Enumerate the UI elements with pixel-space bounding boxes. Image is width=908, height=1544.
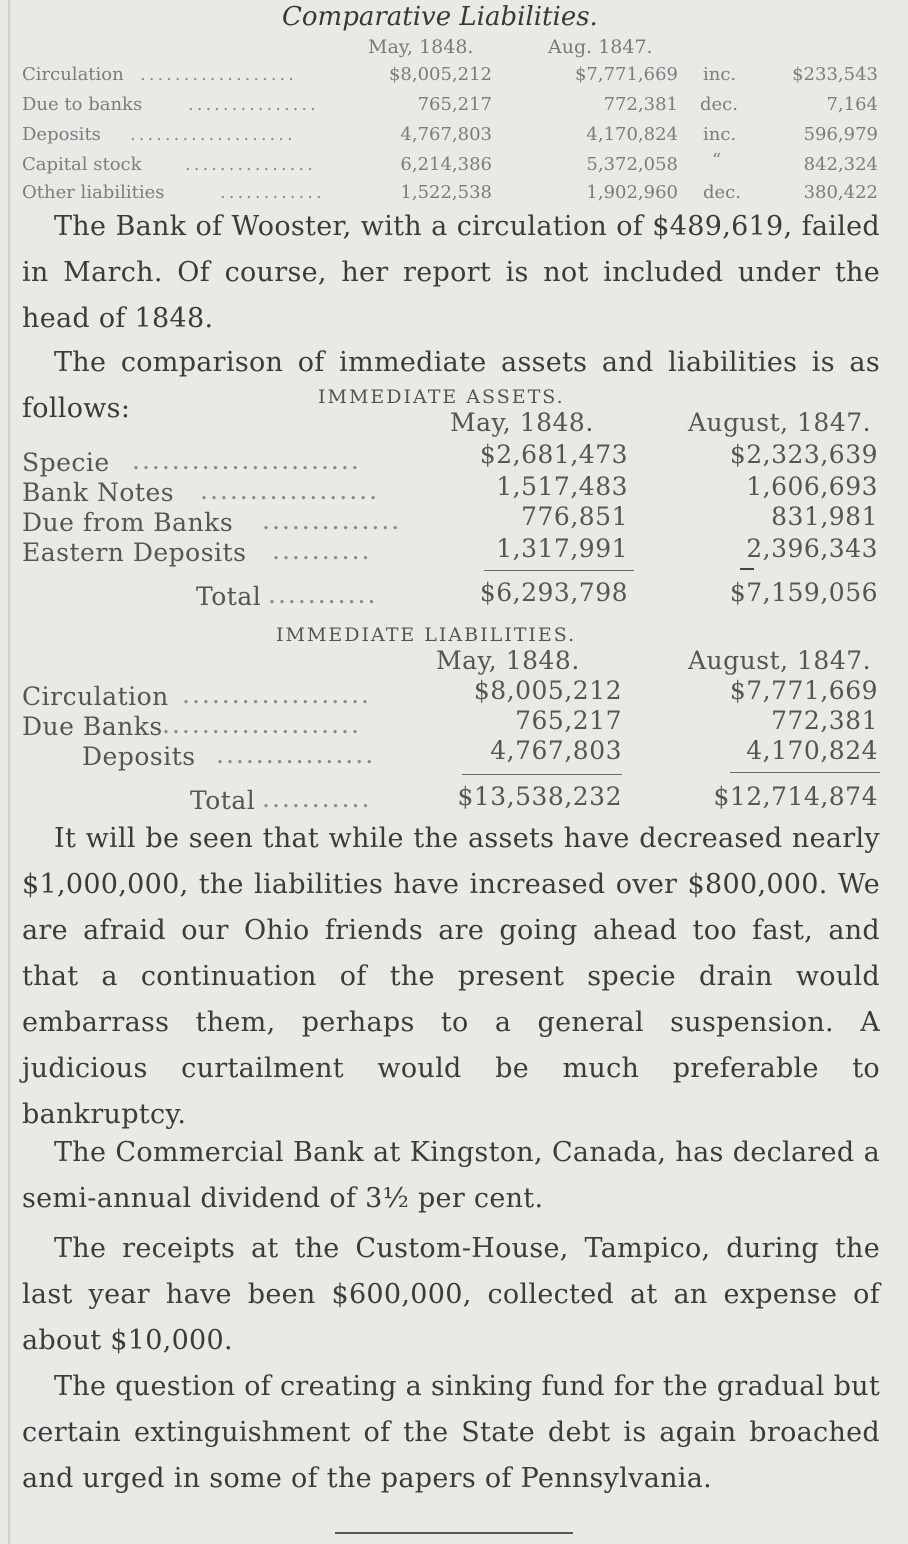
leader-dots: ............ bbox=[220, 182, 325, 203]
table-row-label: Deposits bbox=[22, 124, 101, 145]
paragraph-text: The Bank of Wooster, with a circulation of $489,619, failed in March. Of course, her report is not included under the head of 1848. bbox=[22, 211, 880, 334]
leader-dots: .................. bbox=[200, 476, 380, 505]
comparative-col-may: May, 1848. bbox=[368, 36, 474, 58]
sum-rule bbox=[740, 568, 754, 570]
table-row-label: Circulation bbox=[22, 64, 124, 85]
table-row-label: Deposits bbox=[82, 742, 196, 771]
total-value: $6,293,798 bbox=[479, 578, 628, 607]
total-value: $13,538,232 bbox=[457, 782, 622, 811]
leader-dots: ............... bbox=[185, 154, 316, 175]
sum-rule bbox=[484, 570, 634, 571]
table-row-label: Circulation bbox=[22, 682, 169, 711]
table-row-label: Due from Banks bbox=[22, 508, 234, 537]
table-row-label: Specie bbox=[22, 448, 110, 477]
table-cell: 1,517,483 bbox=[496, 472, 628, 501]
paragraph-assets-decrease bbox=[22, 816, 880, 1138]
assets-col-may: May, 1848. bbox=[450, 408, 594, 437]
table-cell: 1,317,991 bbox=[496, 534, 628, 563]
table-cell: 1,522,538 bbox=[400, 182, 492, 203]
paragraph-text: It will be seen that while the assets have decreased nearly $1,000,000, the liabilities have increased over $800,000. We are afraid our Ohio friends are going ahead too fast, and that a continuation of the present specie drain would embarrass them, perhaps to a general suspension. A judicious curtailment would be much preferable to bankruptcy. bbox=[22, 823, 880, 1130]
table-cell: 765,217 bbox=[417, 94, 492, 115]
section-divider bbox=[335, 1532, 573, 1534]
total-label: Total bbox=[196, 582, 262, 611]
table-cell: $2,681,473 bbox=[479, 440, 628, 469]
table-cell: 5,372,058 bbox=[586, 154, 678, 175]
total-value: $7,159,056 bbox=[729, 578, 878, 607]
table-row-label: Capital stock bbox=[22, 154, 142, 175]
column-rule bbox=[8, 0, 10, 1544]
leader-dots: .................... bbox=[162, 710, 361, 739]
table-cell: $233,543 bbox=[792, 64, 878, 85]
paragraph-sinking-fund bbox=[22, 1364, 880, 1502]
leader-dots: .................. bbox=[140, 64, 297, 85]
leader-dots: .............. bbox=[262, 506, 402, 535]
table-cell: 1,902,960 bbox=[586, 182, 678, 203]
leader-dots: ........... bbox=[262, 784, 372, 813]
table-cell: “ bbox=[712, 150, 722, 171]
table-row-label: Bank Notes bbox=[22, 478, 175, 507]
table-cell: inc. bbox=[703, 124, 737, 145]
leader-dots: ....................... bbox=[132, 446, 361, 475]
table-cell: 1,606,693 bbox=[746, 472, 878, 501]
paragraph-wooster bbox=[22, 204, 880, 342]
table-cell: 4,170,824 bbox=[746, 736, 878, 765]
table-cell: $8,005,212 bbox=[473, 676, 622, 705]
liabilities-col-may: May, 1848. bbox=[436, 646, 580, 675]
leader-dots: ................... bbox=[182, 680, 371, 709]
liabilities-col-aug: August, 1847. bbox=[688, 646, 872, 675]
sum-rule bbox=[462, 774, 622, 775]
leader-dots: ............... bbox=[188, 94, 319, 115]
table-cell: 831,981 bbox=[771, 502, 878, 531]
paragraph-text: The comparison of immediate assets and liabilities is as follows: bbox=[22, 347, 880, 424]
table-cell: 772,381 bbox=[771, 706, 878, 735]
table-cell: 380,422 bbox=[803, 182, 878, 203]
table-cell: dec. bbox=[703, 182, 741, 203]
table-cell: 6,214,386 bbox=[400, 154, 492, 175]
total-value: $12,714,874 bbox=[713, 782, 878, 811]
table-cell: 7,164 bbox=[826, 94, 878, 115]
table-row-label: Eastern Deposits bbox=[22, 538, 247, 567]
liabilities-title: IMMEDIATE LIABILITIES. bbox=[276, 624, 577, 646]
paragraph-tampico bbox=[22, 1226, 880, 1364]
table-cell: 776,851 bbox=[521, 502, 628, 531]
paragraph-commercial-bank bbox=[22, 1130, 880, 1222]
table-cell: $8,005,212 bbox=[388, 64, 492, 85]
assets-title: IMMEDIATE ASSETS. bbox=[318, 386, 565, 408]
leader-dots: ................... bbox=[130, 124, 296, 145]
table-cell: 842,324 bbox=[803, 154, 878, 175]
table-row-label: Due Banks bbox=[22, 712, 163, 741]
table-cell: 765,217 bbox=[515, 706, 622, 735]
table-row-label: Other liabilities bbox=[22, 182, 165, 203]
table-cell: $7,771,669 bbox=[574, 64, 678, 85]
table-cell: 4,767,803 bbox=[400, 124, 492, 145]
total-label: Total bbox=[190, 786, 256, 815]
paragraph-text: The question of creating a sinking fund for the gradual but certain extinguishment of the State debt is again broached and urged in some of the papers of Pennsylvania. bbox=[22, 1371, 880, 1494]
table-row-label: Due to banks bbox=[22, 94, 143, 115]
assets-col-aug: August, 1847. bbox=[688, 408, 872, 437]
table-cell: 4,767,803 bbox=[490, 736, 622, 765]
leader-dots: .......... bbox=[272, 536, 372, 565]
table-cell: 2,396,343 bbox=[746, 534, 878, 563]
leader-dots: ........... bbox=[268, 580, 378, 609]
table-cell: dec. bbox=[700, 94, 738, 115]
table-cell: inc. bbox=[703, 64, 737, 85]
table-cell: 4,170,824 bbox=[586, 124, 678, 145]
paragraph-text: The Commercial Bank at Kingston, Canada, has declared a semi-annual dividend of 3½ per cent. bbox=[22, 1137, 880, 1214]
leader-dots: ................ bbox=[216, 740, 376, 769]
comparative-title: Comparative Liabilities. bbox=[282, 2, 598, 32]
comparative-col-aug: Aug. 1847. bbox=[548, 36, 653, 58]
table-cell: $7,771,669 bbox=[729, 676, 878, 705]
table-cell: $2,323,639 bbox=[729, 440, 878, 469]
paragraph-text: The receipts at the Custom-House, Tampico, during the last year have been $600,000, collected at an expense of about $10,000. bbox=[22, 1233, 880, 1356]
sum-rule bbox=[730, 772, 880, 773]
table-cell: 772,381 bbox=[603, 94, 678, 115]
table-cell: 596,979 bbox=[803, 124, 878, 145]
